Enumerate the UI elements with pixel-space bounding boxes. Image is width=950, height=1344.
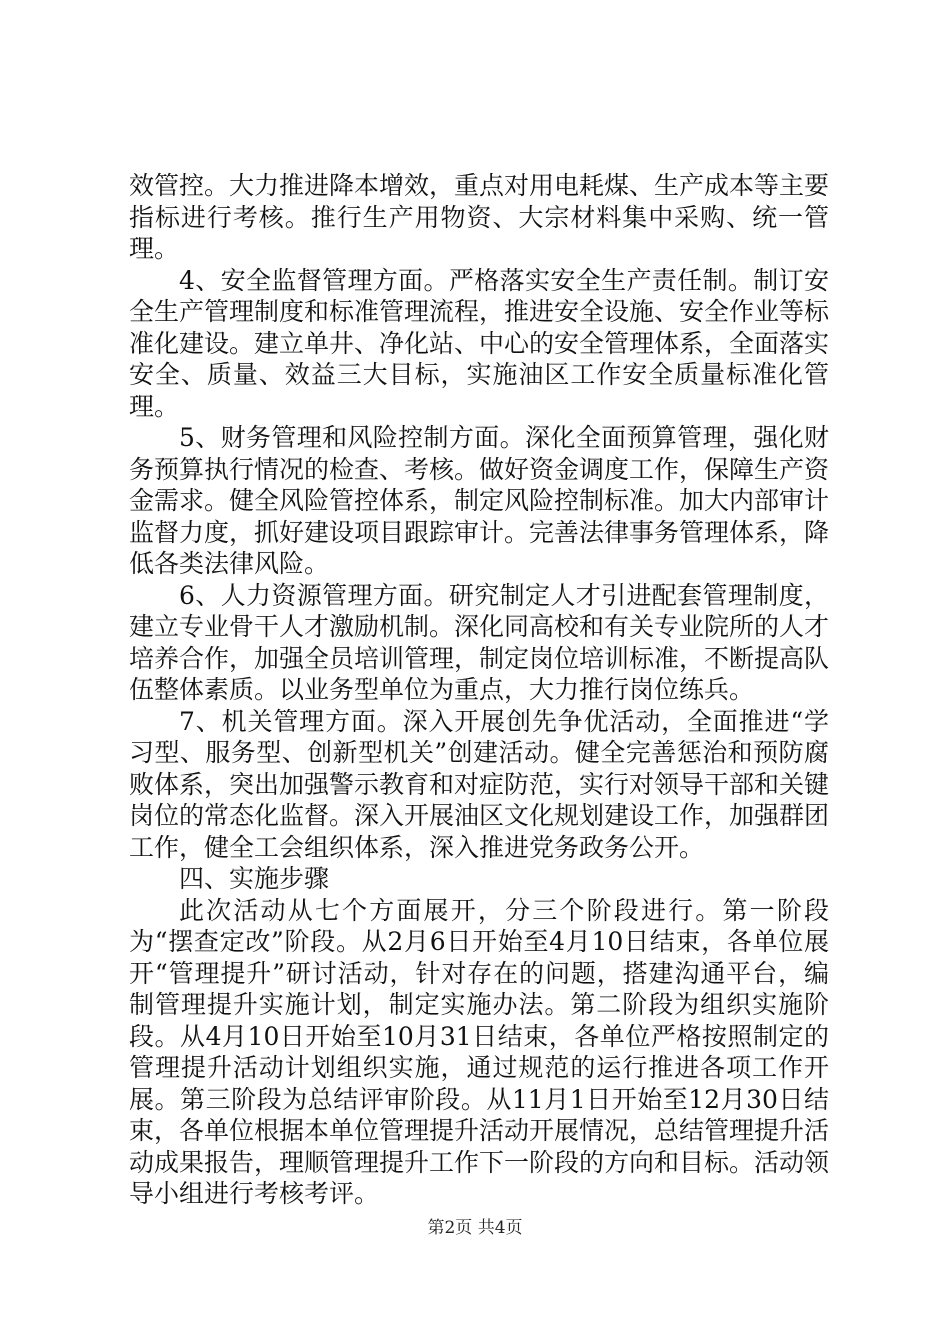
paragraph-finance-risk: 5、财务管理和风险控制方面。深化全面预算管理，强化财务预算执行情况的检查、考核。做好资金调度工作，保障生产资金需求。健全风险管控体系，制定风险控制标准。加大内部审计监督力度，抓好建设项目跟踪审计。完善法律事务管理体系，降低各类法律风险。 (129, 423, 830, 578)
page-number: 第2页 共4页 (427, 1218, 523, 1238)
page-footer (0, 1217, 950, 1239)
section-heading-implementation-steps: 四、实施步骤 (179, 864, 330, 893)
paragraph-office-management: 7、机关管理方面。深入开展创先争优活动，全面推进“学习型、服务型、创新型机关”创建活动。健全完善惩治和预防腐败体系，突出加强警示教育和对症防范，实行对领导干部和关键岗位的常态化监督。深入开展油区文化规划建设工作，加强群团工作，健全工会组织体系，深入推进党务政务公开。 (129, 706, 830, 862)
paragraph-implementation-stages: 此次活动从七个方面展开，分三个阶段进行。第一阶段为“摆查定改”阶段。从2月6日开始至4月10日结束，各单位展开“管理提升”研讨活动，针对存在的问题，搭建沟通平台，编制管理提升实施计划，制定实施办法。第二阶段为组织实施阶段。从4月10日开始至10月31日结束，各单位严格按照制定的管理提升活动计划组织实施，通过规范的运行推进各项工作开展。第三阶段为总结评审阶段。从11月1日开始至12月30日结束，各单位根据本单位管理提升活动开展情况，总结管理提升活动成果报告，理顺管理提升工作下一阶段的方向和目标。活动领导小组进行考核考评。 (129, 895, 830, 1208)
paragraph-human-resources: 6、人力资源管理方面。研究制定人才引进配套管理制度，建立专业骨干人才激励机制。深化同高校和有关专业院所的人才培养合作，加强全员培训管理，制定岗位培训标准，不断提高队伍整体素质。以业务型单位为重点，大力推行岗位练兵。 (129, 580, 830, 704)
paragraph-continuation: 效管控。大力推进降本增效，重点对用电耗煤、生产成本等主要指标进行考核。推行生产用物资、大宗材料集中采购、统一管理。 (129, 171, 830, 263)
paragraph-safety-supervision: 4、安全监督管理方面。严格落实安全生产责任制。制订安全生产管理制度和标准管理流程，推进安全设施、安全作业等标准化建设。建立单井、净化站、中心的安全管理体系，全面落实安全、质量、效益三大目标，实施油区工作安全质量标准化管理。 (129, 265, 830, 421)
body-text (129, 170, 829, 1210)
